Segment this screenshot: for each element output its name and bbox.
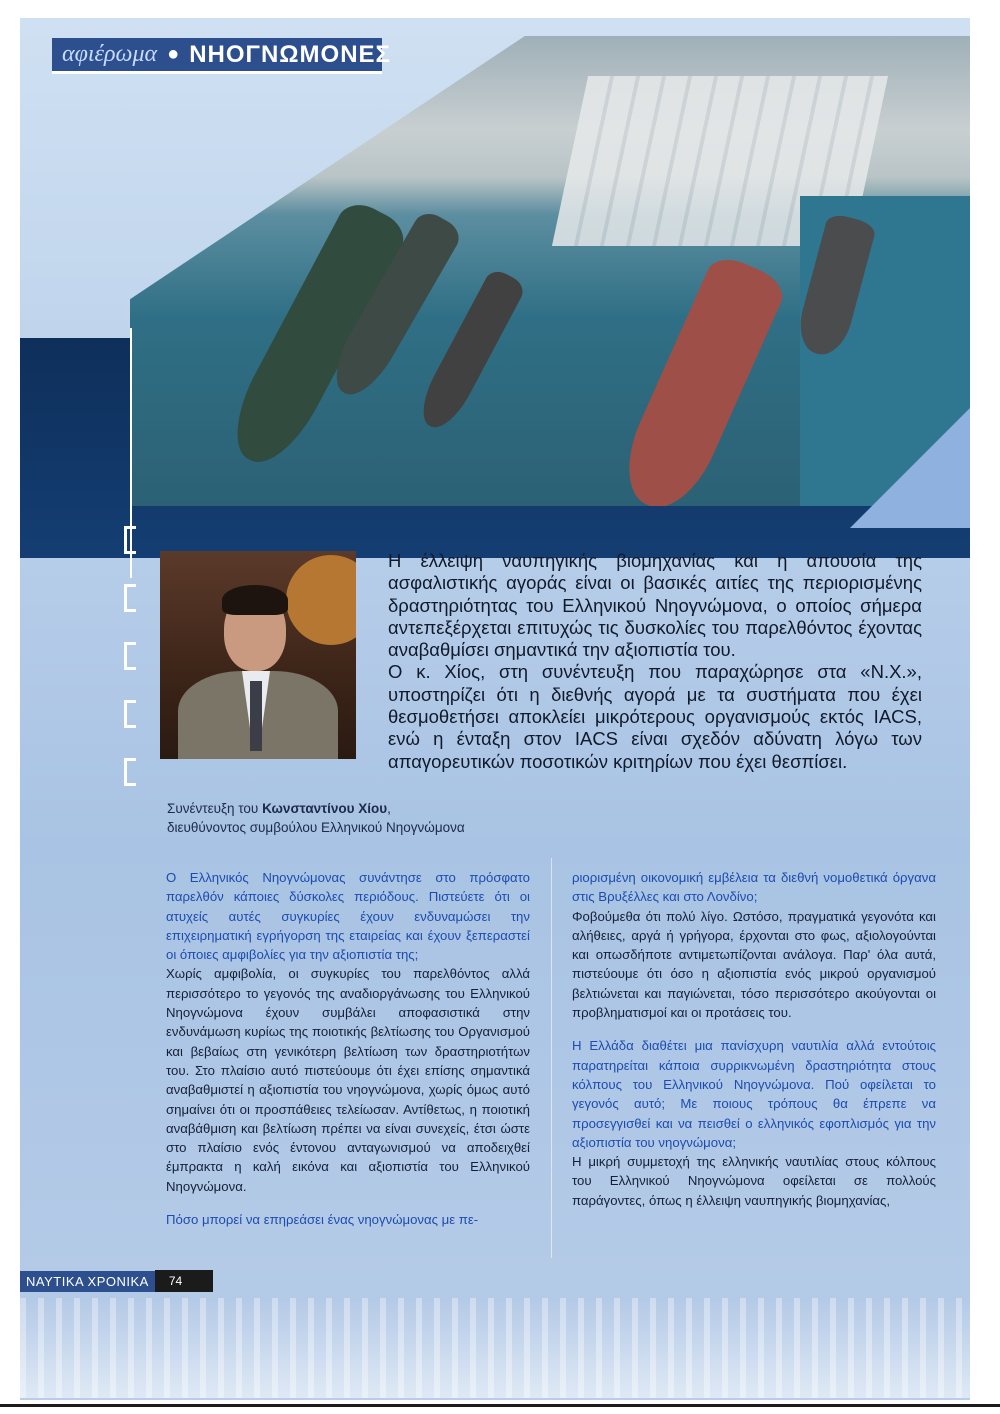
section-label: αφιέρωμα — [62, 41, 158, 67]
question-1: Ο Ελληνικός Νηογνώμονας συνάντησε στο πρόσφατο παρελθόν κάποιες δύσκολες περιόδους. Πιστεύετε ότι οι ατυχείς αυτές συγκυρίες έχουν ενδυναμώσει την επιχειρηματική εγρήγορση της εταιρείας και έχουν ξεπεραστεί οι όποιες αμφιβολίες για την αξιοπιστία της; — [166, 870, 530, 963]
section-title: ΝΗΟΓΝΩΜΟΝΕΣ — [189, 40, 391, 68]
question-2-start: Πόσο μπορεί να επηρεάσει ένας νηογνώμονας με πε- — [166, 1212, 479, 1228]
question-2-end: ριορισμένη οικονομική εμβέλεια τα διεθνή νομοθετικά όργανα στις Βρυξέλλες και στο Λονδίνο; — [572, 870, 936, 905]
article-column-left — [166, 868, 530, 1229]
question-3: Η Ελλάδα διαθέτει μια πανίσχυρη ναυτιλία αλλά εντούτοις παρατηρείται κάποια συρρικνωμένη δραστηριότητα στους κόλπους του Ελληνικού Νηογνώμονα. Πού οφείλεται το γεγονός αυτό; Με ποιους τρόπους θα έπρεπε να προσεγγισθεί και να πεισθεί ο ελληνικός εφοπλισμός για την αξιοπιστία του νηογνώμονα; — [572, 1038, 936, 1150]
interview-caption — [167, 799, 567, 837]
page-footer — [20, 1269, 213, 1293]
caption-role: διευθύνοντος συμβούλου Ελληνικού Νηογνώμονα — [167, 820, 465, 835]
ship-graphic — [611, 251, 790, 521]
interviewee-name: Κωνσταντίνου Χίου — [262, 801, 388, 816]
magazine-name: ΝΑΥΤΙΚΑ ΧΡΟΝΙΚΑ — [20, 1271, 155, 1292]
portrait-photo — [160, 551, 356, 759]
bottom-rule — [0, 1404, 1000, 1407]
article-column-right — [572, 868, 936, 1210]
caption-suffix: , — [387, 801, 391, 816]
magazine-page — [20, 18, 970, 1400]
answer-1: Χωρίς αμφιβολία, οι συγκυρίες του παρελθόντος αλλά περισσότερο το γεγονός της αναδιοργάνωσης του Ελληνικού Νηογνώμονα έχουν συμβάλει αποφασιστικά στην ενδυνάμωση κυρίως της ποιοτικής βελτίωσης του Οργανισμού και βεβαίως στη γενικότερη βελτίωση των δραστηριοτήτων του. Στο πλαίσιο αυτό πιστεύουμε ότι έχει επίσης σημαντικά αναβαθμιστεί η αξιοπιστία του νηογνώμονα, χωρίς όμως αυτό σημαίνει ότι οι προσπάθειες τελείωσαν. Αντίθετως, η ποιοτική αναβάθμιση και βελτίωση πρέπει να είναι συνεχείς, έτσι ώστε στο πλαίσιο ενός έντονου ανταγωνισμού να αποδειχθεί έμπρακτα η καλή εικόνα και αξιοπιστία του Ελληνικού Νηογνώμονα. — [166, 966, 530, 1194]
section-header — [52, 38, 391, 74]
caption-prefix: Συνέντευξη του — [167, 801, 259, 816]
lead-text-1: Η έλλειψη ναυπηγικής βιομηχανίας και η απουσία της ασφαλιστικής αγοράς είναι οι βασικές αιτίες της περιορισμένης δραστηριότητας του Ελληνικού Νηογνώμονα, ο οποίος σήμερα αντεπεξέρχεται επιτυχώς τις δυσκολίες του παρελθόντος έχοντας αναβαθμίσει σημαντικά την αξιοπιστία του. — [388, 550, 922, 661]
emblem — [286, 555, 356, 645]
lead-text-2: Ο κ. Χίος, στη συνέντευξη που παραχώρησε στα «Ν.Χ.», υποστηρίζει ότι η διεθνής αγορά με τα συστήματα που έχει θεσμοθετήσει αποκλείει μικρότερους οργανισμούς εκτός IACS, ενώ η ένταξη στον IACS είναι σχεδόν αδύνατη λόγω των απαγορευτικών ποσοτικών κριτηρίων που έχει θεσπίσει. — [388, 661, 922, 772]
answer-3-start: Η μικρή συμμετοχή της ελληνικής ναυτιλίας στους κόλπους του Ελληνικού Νηογνώμονα οφείλεται σε πολλούς παράγοντες, όπως η έλλειψη ναυπηγικής βιομηχανίας, — [572, 1154, 936, 1208]
lead-paragraph — [388, 550, 922, 773]
hero-shipyard-photo — [130, 36, 970, 506]
column-divider — [551, 858, 552, 1258]
bracket-decoration — [124, 526, 144, 816]
bullet-icon: ● — [167, 43, 180, 65]
answer-2: Φοβούμεθα ότι πολύ λίγο. Ωστόσο, πραγματικά γεγονότα και αλήθειες, αργά ή γρήγορα, έρχονται στο φως, αξιολογούνται και οπωσδήποτε αντιμετωπίζονται ανάλογα. Παρ' όλα αυτά, πιστεύουμε ότι όσο η αξιοπιστία ενός μικρού οργανισμού βελτιώνεται και παγιώνεται, τόσο περισσότερο ακούγονται οι προβληματισμοί και οι προτάσεις του. — [572, 908, 936, 1021]
footer-graphic — [20, 1298, 970, 1398]
page-number: 74 — [155, 1270, 213, 1292]
